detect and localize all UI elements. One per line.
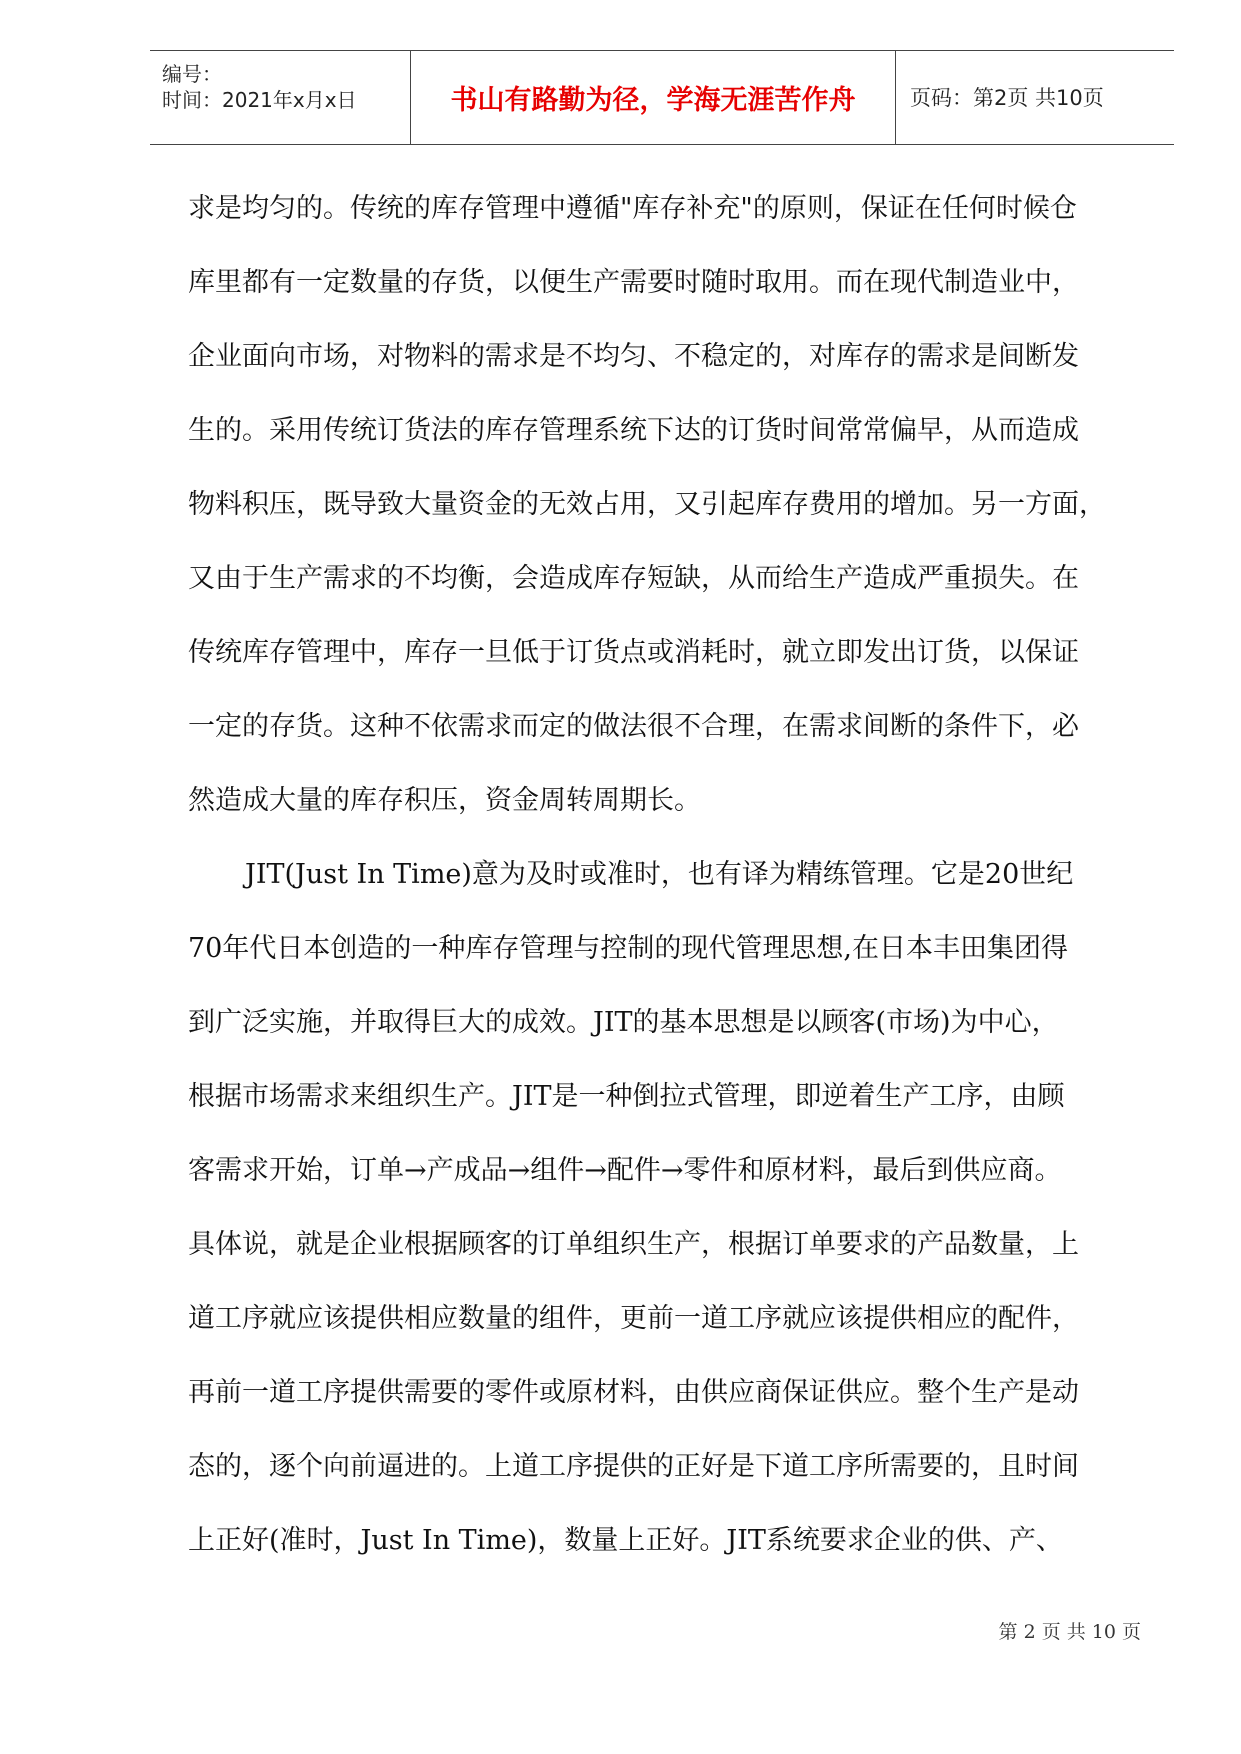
document-body [188, 172, 1158, 1578]
doc-time-label: 时间：2021年x月x日 [162, 88, 357, 112]
body-line: 客需求开始，订单→产成品→组件→配件→零件和原材料，最后到供应商。 [188, 1155, 1062, 1186]
header-motto: 书山有路勤为径，学海无涯苦作舟 [411, 50, 896, 144]
body-line: 然造成大量的库存积压，资金周转周期长。 [188, 785, 701, 816]
body-line: 生的。采用传统订货法的库存管理系统下达的订货时间常常偏早，从而造成 [188, 415, 1079, 446]
body-line-paragraph-start: JIT(Just In Time)意为及时或准时，也有译为精练管理。它是20世纪 [245, 859, 1074, 890]
body-line: 物料积压，既导致大量资金的无效占用，又引起库存费用的增加。另一方面， [188, 489, 1106, 520]
body-line: 具体说，就是企业根据顾客的订单组织生产，根据订单要求的产品数量，上 [188, 1229, 1079, 1260]
body-line: 再前一道工序提供需要的零件或原材料，由供应商保证供应。整个生产是动 [188, 1377, 1079, 1408]
body-line: 根据市场需求来组织生产。JIT是一种倒拉式管理，即逆着生产工序，由顾 [188, 1081, 1065, 1112]
header-meta [150, 50, 411, 144]
body-line: 又由于生产需求的不均衡，会造成库存短缺，从而给生产造成严重损失。在 [188, 563, 1079, 594]
body-line: 态的，逐个向前逼进的。上道工序提供的正好是下道工序所需要的，且时间 [188, 1451, 1079, 1482]
body-line: 库里都有一定数量的存货，以便生产需要时随时取用。而在现代制造业中， [188, 267, 1079, 298]
body-line: 道工序就应该提供相应数量的组件，更前一道工序就应该提供相应的配件， [188, 1303, 1079, 1334]
header-page-info: 页码：第2页 共10页 [910, 86, 1104, 110]
body-line: 一定的存货。这种不依需求而定的做法很不合理，在需求间断的条件下，必 [188, 711, 1079, 742]
body-line: 传统库存管理中，库存一旦低于订货点或消耗时，就立即发出订货，以保证 [188, 637, 1079, 668]
body-line: 70年代日本创造的一种库存管理与控制的现代管理思想,在日本丰田集团得 [188, 933, 1068, 964]
page-footer: 第 2 页 共 10 页 [998, 1621, 1141, 1643]
body-line: 上正好(准时，Just In Time)，数量上正好。JIT系统要求企业的供、产、 [188, 1525, 1063, 1556]
body-line: 企业面向市场，对物料的需求是不均匀、不稳定的，对库存的需求是间断发 [188, 341, 1079, 372]
body-line: 求是均匀的。传统的库存管理中遵循"库存补充"的原则，保证在任何时候仓 [188, 193, 1077, 224]
body-line: 到广泛实施，并取得巨大的成效。JIT的基本思想是以顾客(市场)为中心， [188, 1007, 1059, 1038]
doc-code-label: 编号： [162, 62, 222, 86]
page-header [150, 50, 1174, 145]
